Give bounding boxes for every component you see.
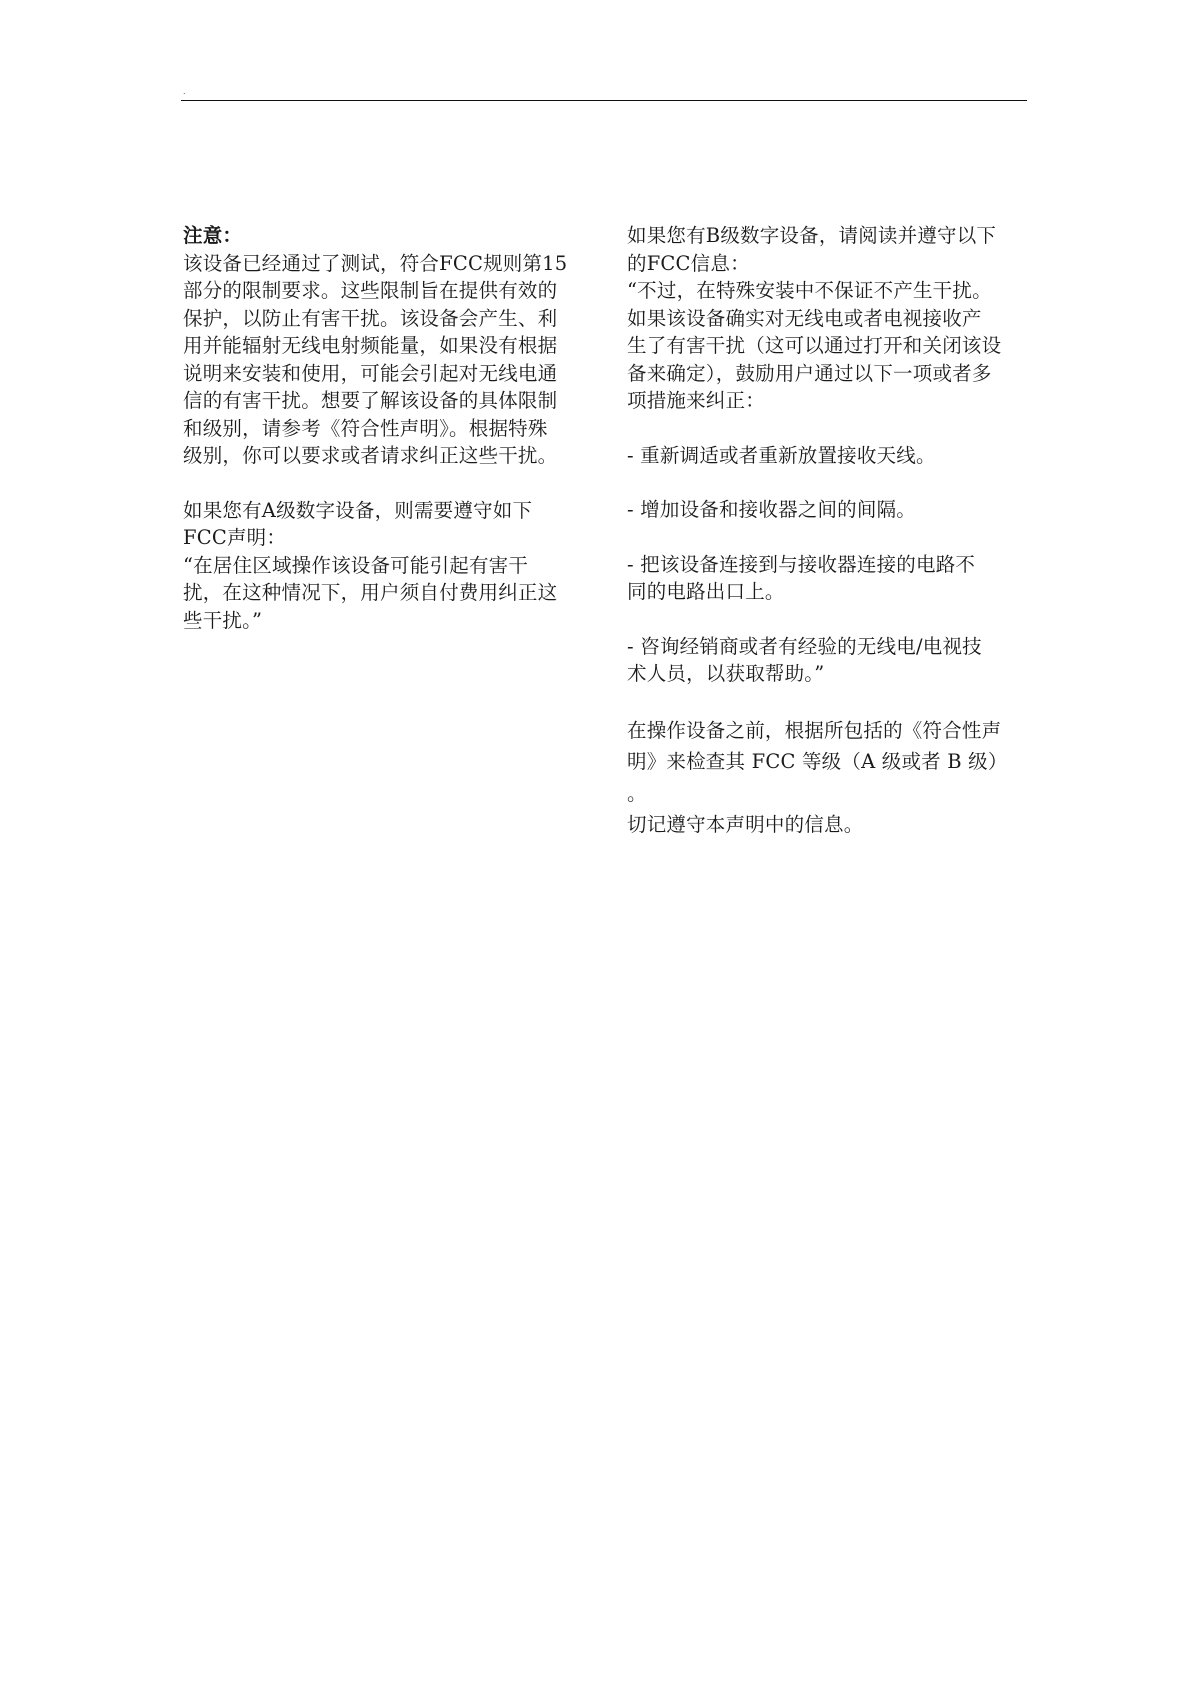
measure-item: - 重新调适或者重新放置接收天线。: [627, 443, 936, 467]
measure-item: - 咨询经销商或者有经验的无线电/电视技 术人员，以获取帮助。”: [627, 634, 982, 685]
class-b-intro: 如果您有B级数字设备，请阅读并遵守以下 的FCC信息： “不过，在特殊安装中不保证不产生干扰。 如果该设备确实对无线电或者电视接收产 生了有害干扰（这可以通过打开和关闭该设 备来确定），鼓励用户通过以下一项或者多 项措施来纠正：: [627, 224, 1002, 412]
class-a-statement: 如果您有A级数字设备，则需要遵守如下 FCC声明： “在居住区域操作该设备可能引起有害干 扰，在这种情况下，用户须自付费用纠正这 些干扰。”: [183, 498, 558, 632]
measure-item: - 增加设备和接收器之间的间隔。: [627, 498, 916, 521]
measure-item: - 把该设备连接到与接收器连接的电路不 同的电路出口上。: [627, 552, 976, 603]
fcc-compliance-paragraph: 该设备已经通过了测试，符合FCC规则第15 部分的限制要求。这些限制旨在提供有效的 保护，以防止有害干扰。该设备会产生、利 用并能辐射无线电射频能量，如果没有根据 说明来安装和使用，可能会引起对无线电通 信的有害干扰。想要了解该设备的具体限制 和级别，请参考《符合性声明》。根据特殊 级别，你可以要求或者请求纠正这些干扰。: [183, 251, 568, 467]
header-rule: [181, 100, 1027, 101]
header-mark: .: [183, 87, 186, 96]
left-column: [183, 222, 588, 634]
notice-heading: 注意：: [183, 224, 243, 247]
closing-paragraph: 在操作设备之前，根据所包括的《符合性声 明》来检查其 FCC 等级（A 级或者 B 级） 。 切记遵守本声明中的信息。: [627, 718, 1008, 836]
right-column: [627, 222, 1032, 841]
